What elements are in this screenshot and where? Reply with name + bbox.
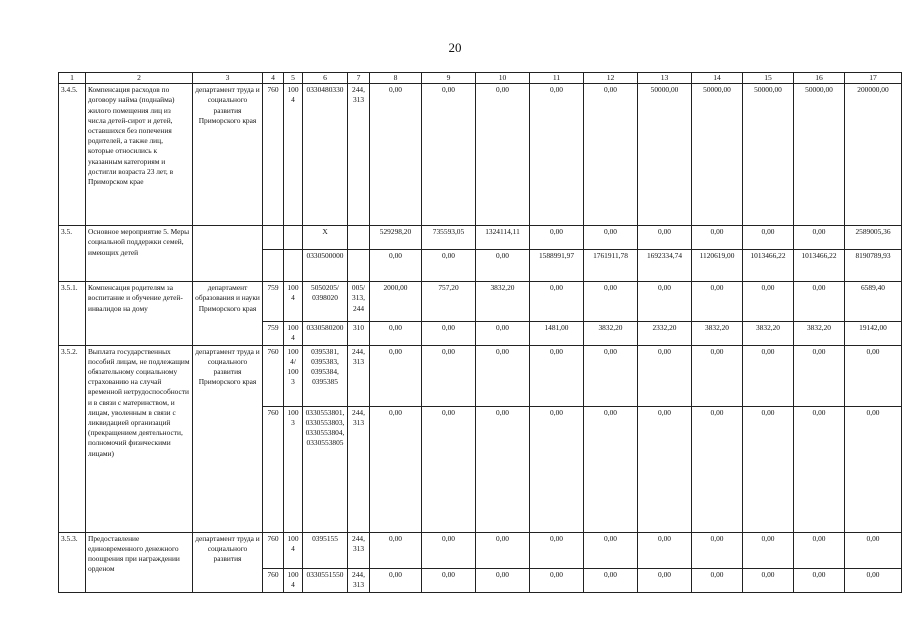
amount-cell: 0,00 (422, 532, 476, 568)
column-header: 1 (59, 73, 86, 84)
amount-cell: 0,00 (422, 322, 476, 345)
target-article-cell: 0330551550 (303, 568, 348, 592)
row-number-cell: 3.5.2. (59, 345, 86, 532)
amount-cell: 0,00 (638, 282, 692, 322)
header-row (59, 73, 902, 84)
amount-cell: 1761911,78 (584, 250, 638, 282)
expense-type-cell: 244, 313 (348, 406, 370, 532)
amount-cell: 0,00 (422, 406, 476, 532)
target-article-cell: 0330553801, 0330553803, 0330553804, 0330553805 (303, 406, 348, 532)
amount-cell: 529298,20 (370, 226, 422, 250)
amount-cell: 0,00 (692, 345, 743, 406)
amount-cell: 0,00 (743, 282, 794, 322)
measure-name-cell: Основное мероприятие 5. Меры социальной поддержки семей, имеющих детей (86, 226, 193, 282)
amount-cell: 0,00 (530, 406, 584, 532)
amount-cell: 0,00 (530, 282, 584, 322)
section-code-cell: 1003 (284, 406, 303, 532)
amount-cell: 0,00 (692, 532, 743, 568)
target-article-cell: 0395381, 0395383, 0395384, 0395385 (303, 345, 348, 406)
amount-cell: 1013466,22 (743, 250, 794, 282)
column-header: 8 (370, 73, 422, 84)
amount-cell: 0,00 (584, 568, 638, 592)
amount-cell: 0,00 (845, 568, 902, 592)
amount-cell: 50000,00 (794, 84, 845, 226)
table-body (59, 73, 902, 593)
column-header: 9 (422, 73, 476, 84)
column-header: 17 (845, 73, 902, 84)
amount-cell: 0,00 (584, 406, 638, 532)
target-article-cell: 5050205/ 0398020 (303, 282, 348, 322)
amount-cell: 0,00 (743, 406, 794, 532)
executor-cell (193, 226, 263, 282)
measure-name-cell: Компенсация расходов по договору найма (поднайма) жилого помещения лиц из числа детей-сирот и детей, оставшихся без попечения родителей, а также лиц, которые относились к указанным категориям и достигли возраста 23 лет, в Приморском крае (86, 84, 193, 226)
amount-cell: 1324114,11 (476, 226, 530, 250)
amount-cell: 0,00 (743, 568, 794, 592)
amount-cell: 757,20 (422, 282, 476, 322)
expense-type-cell: 244, 313 (348, 345, 370, 406)
grbs-code-cell: 760 (263, 406, 284, 532)
target-article-cell: 0330580200 (303, 322, 348, 345)
executor-cell: департамент труда и социального развития Приморского края (193, 84, 263, 226)
amount-cell: 0,00 (530, 345, 584, 406)
amount-cell: 0,00 (370, 322, 422, 345)
measure-name-cell: Предоставление единовременного денежного поощрения при награждении орденом (86, 532, 193, 592)
amount-cell: 0,00 (638, 345, 692, 406)
amount-cell: 0,00 (638, 532, 692, 568)
column-header: 11 (530, 73, 584, 84)
amount-cell: 0,00 (692, 226, 743, 250)
amount-cell: 0,00 (476, 345, 530, 406)
target-article-cell: 0330480330 (303, 84, 348, 226)
executor-cell: департамент образования и науки Приморского края (193, 282, 263, 345)
row-number-cell: 3.4.5. (59, 84, 86, 226)
amount-cell: 0,00 (370, 84, 422, 226)
section-code-cell: 1004 (284, 322, 303, 345)
amount-cell: 0,00 (638, 406, 692, 532)
amount-cell: 0,00 (476, 532, 530, 568)
amount-cell: 0,00 (370, 532, 422, 568)
amount-cell: 0,00 (476, 568, 530, 592)
table-row (59, 282, 902, 322)
amount-cell: 50000,00 (638, 84, 692, 226)
amount-cell: 2000,00 (370, 282, 422, 322)
amount-cell: 0,00 (794, 406, 845, 532)
expense-type-cell (348, 226, 370, 250)
expense-type-cell: 005/ 313, 244 (348, 282, 370, 322)
amount-cell: 0,00 (530, 532, 584, 568)
amount-cell: 0,00 (584, 84, 638, 226)
amount-cell: 0,00 (370, 250, 422, 282)
expense-type-cell: 244, 313 (348, 568, 370, 592)
amount-cell: 0,00 (584, 226, 638, 250)
column-header: 16 (794, 73, 845, 84)
column-header: 6 (303, 73, 348, 84)
amount-cell: 0,00 (370, 345, 422, 406)
target-article-cell: 0395155 (303, 532, 348, 568)
amount-cell: 0,00 (476, 322, 530, 345)
grbs-code-cell: 759 (263, 282, 284, 322)
amount-cell: 0,00 (638, 568, 692, 592)
executor-cell: департамент труда и социального развития Приморского края (193, 345, 263, 532)
amount-cell: 0,00 (638, 226, 692, 250)
row-number-cell: 3.5.3. (59, 532, 86, 592)
grbs-code-cell: 760 (263, 568, 284, 592)
grbs-code-cell (263, 250, 284, 282)
amount-cell: 0,00 (476, 250, 530, 282)
section-code-cell: 1004 (284, 84, 303, 226)
amount-cell: 0,00 (584, 282, 638, 322)
amount-cell: 0,00 (692, 406, 743, 532)
amount-cell: 0,00 (530, 226, 584, 250)
section-code-cell (284, 226, 303, 250)
amount-cell: 1120619,00 (692, 250, 743, 282)
amount-cell: 2332,20 (638, 322, 692, 345)
amount-cell: 1692334,74 (638, 250, 692, 282)
column-header: 10 (476, 73, 530, 84)
section-code-cell: 1004 (284, 282, 303, 322)
amount-cell: 3832,20 (692, 322, 743, 345)
expense-type-cell: 244, 313 (348, 532, 370, 568)
amount-cell: 0,00 (476, 84, 530, 226)
grbs-code-cell: 760 (263, 345, 284, 406)
target-article-cell: X (303, 226, 348, 250)
amount-cell: 200000,00 (845, 84, 902, 226)
amount-cell: 0,00 (743, 345, 794, 406)
table-row (59, 345, 902, 406)
amount-cell: 3832,20 (743, 322, 794, 345)
row-number-cell: 3.5.1. (59, 282, 86, 345)
column-header: 13 (638, 73, 692, 84)
amount-cell: 0,00 (794, 532, 845, 568)
amount-cell: 0,00 (584, 532, 638, 568)
target-article-cell: 0330500000 (303, 250, 348, 282)
amount-cell: 0,00 (794, 282, 845, 322)
amount-cell: 19142,00 (845, 322, 902, 345)
amount-cell: 0,00 (422, 84, 476, 226)
amount-cell: 8190789,93 (845, 250, 902, 282)
table-row (59, 84, 902, 226)
amount-cell: 0,00 (845, 532, 902, 568)
budget-table (58, 72, 902, 593)
column-header: 14 (692, 73, 743, 84)
column-header: 15 (743, 73, 794, 84)
measure-name-cell: Компенсация родителям за воспитание и обучение детей-инвалидов на дому (86, 282, 193, 345)
grbs-code-cell: 760 (263, 84, 284, 226)
amount-cell: 0,00 (584, 345, 638, 406)
amount-cell: 0,00 (692, 282, 743, 322)
amount-cell: 0,00 (794, 345, 845, 406)
amount-cell: 0,00 (743, 532, 794, 568)
expense-type-cell: 244, 313 (348, 84, 370, 226)
column-header: 12 (584, 73, 638, 84)
amount-cell: 1588991,97 (530, 250, 584, 282)
amount-cell: 0,00 (845, 406, 902, 532)
column-header: 5 (284, 73, 303, 84)
amount-cell: 3832,20 (584, 322, 638, 345)
amount-cell: 2589005,36 (845, 226, 902, 250)
amount-cell: 0,00 (370, 568, 422, 592)
grbs-code-cell: 759 (263, 322, 284, 345)
amount-cell: 1013466,22 (794, 250, 845, 282)
column-header: 4 (263, 73, 284, 84)
expense-type-cell: 310 (348, 322, 370, 345)
amount-cell: 0,00 (476, 406, 530, 532)
grbs-code-cell: 760 (263, 532, 284, 568)
amount-cell: 6589,40 (845, 282, 902, 322)
page-number: 20 (448, 40, 462, 55)
amount-cell: 0,00 (794, 568, 845, 592)
amount-cell: 0,00 (422, 250, 476, 282)
amount-cell: 0,00 (794, 226, 845, 250)
amount-cell: 0,00 (422, 345, 476, 406)
grbs-code-cell (263, 226, 284, 250)
section-code-cell: 1004/ 1003 (284, 345, 303, 406)
executor-cell: департамент труда и социального развития (193, 532, 263, 592)
section-code-cell: 1004 (284, 532, 303, 568)
column-header: 7 (348, 73, 370, 84)
expense-type-cell (348, 250, 370, 282)
amount-cell: 0,00 (692, 568, 743, 592)
row-number-cell: 3.5. (59, 226, 86, 282)
column-header: 3 (193, 73, 263, 84)
amount-cell: 0,00 (530, 568, 584, 592)
table-row (59, 226, 902, 250)
section-code-cell: 1004 (284, 568, 303, 592)
measure-name-cell: Выплата государственных пособий лицам, не подлежащим обязательному социальному страхованию на случай временной нетрудоспособности и в связи с материнством, и лицам, уволенным в связи с ликвидацией организаций (прекращением деятельности, полномочий физическими лицами) (86, 345, 193, 532)
amount-cell: 3832,20 (476, 282, 530, 322)
amount-cell: 1481,00 (530, 322, 584, 345)
amount-cell: 3832,20 (794, 322, 845, 345)
table-row (59, 532, 902, 568)
amount-cell: 0,00 (422, 568, 476, 592)
amount-cell: 0,00 (530, 84, 584, 226)
section-code-cell (284, 250, 303, 282)
amount-cell: 0,00 (845, 345, 902, 406)
amount-cell: 50000,00 (692, 84, 743, 226)
amount-cell: 0,00 (370, 406, 422, 532)
column-header: 2 (86, 73, 193, 84)
amount-cell: 0,00 (743, 226, 794, 250)
amount-cell: 735593,05 (422, 226, 476, 250)
amount-cell: 50000,00 (743, 84, 794, 226)
